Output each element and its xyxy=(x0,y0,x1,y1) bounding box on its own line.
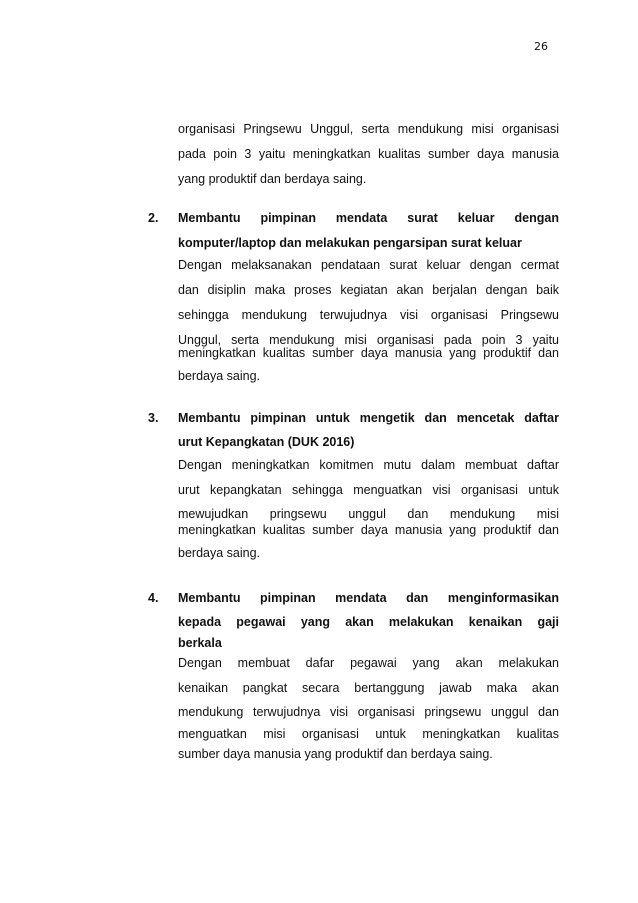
item-body-line: mendukung terwujudnya visi organisasi pringsewu unggul dan xyxy=(178,705,559,719)
intro-line: yang produktif dan berdaya saing. xyxy=(178,172,367,186)
item-heading-line: urut Kepangkatan (DUK 2016) xyxy=(178,435,355,449)
item-body-line: sehingga mendukung terwujudnya visi organisasi Pringsewu xyxy=(178,308,559,322)
item-heading-line: Membantu pimpinan mendata surat keluar dengan xyxy=(178,211,559,225)
item-body-line: sumber daya manusia yang produktif dan berdaya saing. xyxy=(178,747,493,761)
item-body-line: Unggul, serta mendukung misi organisasi pada poin 3 yaitu xyxy=(178,333,559,347)
page-number: 26 xyxy=(534,40,548,53)
item-number: 2. xyxy=(148,211,159,225)
item-body-line: berdaya saing. xyxy=(178,546,261,560)
item-body-line: menguatkan misi organisasi untuk meningkatkan kualitas xyxy=(178,727,559,741)
item-heading-line: kepada pegawai yang akan melakukan kenaikan gaji xyxy=(178,615,559,629)
item-body-line: dan disiplin maka proses kegiatan akan berjalan dengan baik xyxy=(178,283,559,297)
item-body-line: mewujudkan pringsewu unggul dan mendukung misi xyxy=(178,507,559,521)
item-body-line: berdaya saing. xyxy=(178,369,261,383)
item-number: 4. xyxy=(148,591,159,605)
item-heading-line: Membantu pimpinan mendata dan menginformasikan xyxy=(178,591,559,605)
item-heading-line: berkala xyxy=(178,636,222,650)
intro-line: pada poin 3 yaitu meningkatkan kualitas sumber daya manusia xyxy=(178,147,559,161)
item-heading-line: komputer/laptop dan melakukan pengarsipan surat keluar xyxy=(178,236,522,250)
item-heading-line: Membantu pimpinan untuk mengetik dan mencetak daftar xyxy=(178,411,559,425)
item-body-line: meningkatkan kualitas sumber daya manusia yang produktif dan xyxy=(178,346,559,360)
item-body-line: Dengan meningkatkan komitmen mutu dalam membuat daftar xyxy=(178,458,559,472)
item-body-line: Dengan melaksanakan pendataan surat keluar dengan cermat xyxy=(178,258,559,272)
item-number: 3. xyxy=(148,411,159,425)
item-body-line: meningkatkan kualitas sumber daya manusia yang produktif dan xyxy=(178,523,559,537)
item-body-line: urut kepangkatan sehingga menguatkan visi organisasi untuk xyxy=(178,483,559,497)
item-body-line: Dengan membuat dafar pegawai yang akan melakukan xyxy=(178,656,559,670)
item-body-line: kenaikan pangkat secara bertanggung jawab maka akan xyxy=(178,681,559,695)
intro-line: organisasi Pringsewu Unggul, serta mendukung misi organisasi xyxy=(178,122,559,136)
